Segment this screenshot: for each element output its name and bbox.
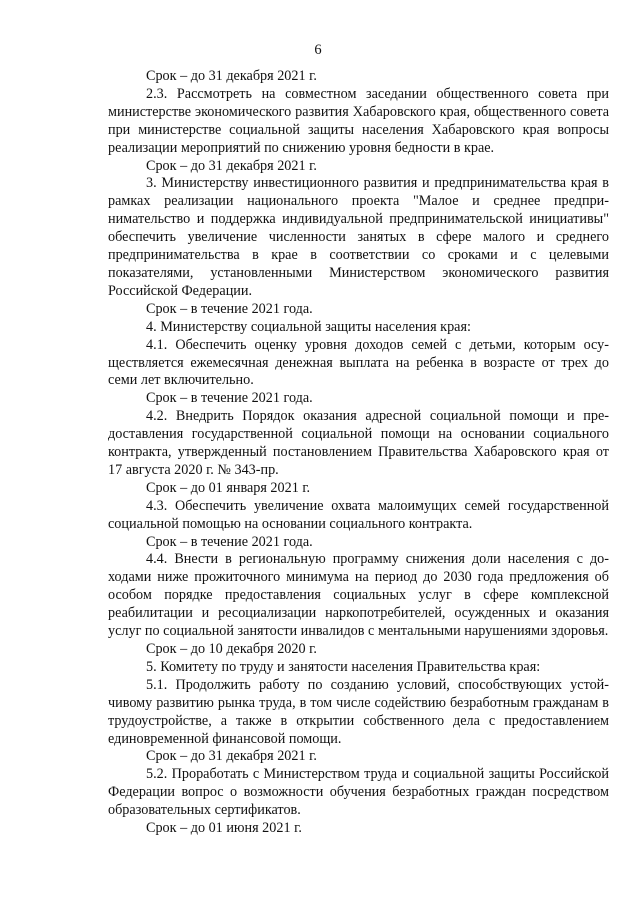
clause-paragraph: 4.2. Внедрить Порядок оказания адресной социальной помощи и предоставления государственной социальной помощи на основании социального контракта, утвержденный постановлением Правительства Хабаровского края от 17 августа 2020 г. № 343-пр. xyxy=(108,408,609,478)
clause-paragraph: 4. Министерству социальной защиты населения края: xyxy=(146,318,471,335)
deadline-paragraph: Срок – до 31 декабря 2021 г. xyxy=(146,748,317,765)
deadline-paragraph: Срок – до 10 декабря 2020 г. xyxy=(146,641,317,657)
deadline-paragraph: Срок – в течение 2021 года. xyxy=(146,300,313,317)
clause-paragraph: 3. Министерству инвестиционного развития и предпринимательства края в рамках реализации национального проекта "Малое и среднее предпринимательство и поддержка индивидуальной предпринимательской инициативы" обеспечить увеличение численности занятых в сфере малого и среднего предпринимательства в крае в соответствии со сроками и с целевыми показателями, установленными Министерством экономического развития Российской Федерации. xyxy=(108,175,609,299)
deadline-paragraph: Срок – до 31 декабря 2021 г. xyxy=(146,157,317,174)
clause-paragraph: 4.4. Внести в региональную программу снижения доли населения с доходами ниже прожиточного минимума на период до 2030 года предложения об особом порядке предоставления социальных услуг в сфере комплексной реабилитации и ресоциализации наркопотребителей, осужденных и оказания услуг по социальной занятости инвалидов с ментальными нарушениями здоровья. xyxy=(108,551,609,640)
clause-paragraph: 5.2. Проработать с Министерством труда и социальной защиты Российской Федерации вопрос о возможности обучения безработных граждан посредством образовательных сертификатов. xyxy=(108,766,609,819)
deadline-paragraph: Срок – до 31 декабря 2021 г. xyxy=(146,68,317,84)
deadline-paragraph: Срок – в течение 2021 года. xyxy=(146,533,313,550)
clause-paragraph: 4.3. Обеспечить увеличение охвата малоимущих семей государственной социальной помощью на основании социального контракта. xyxy=(108,497,609,532)
clause-paragraph: 4.1. Обеспечить оценку уровня доходов семей с детьми, которым осуществляется ежемесячная денежная выплата на ребенка в возрасте от трех до семи лет включительно. xyxy=(108,336,609,389)
deadline-paragraph: Срок – до 01 июня 2021 г. xyxy=(146,820,302,837)
page-number: 6 xyxy=(314,42,322,58)
clause-paragraph: 2.3. Рассмотреть на совместном заседании общественного совета при министерстве экономического развития Хабаровского края, общественного совета при министерстве социальной защиты населения Хабаровского края вопросы реализации мероприятий по снижению уровня бедности в крае. xyxy=(108,85,609,156)
clause-paragraph: 5.1. Продолжить работу по созданию условий, способствующих устойчивому развитию рынка труда, в том числе содействию безработным гражданам в трудоустройстве, а также в открытии собственного дела с предоставлением единовременной финансовой помощи. xyxy=(108,676,609,747)
document-body xyxy=(108,68,609,838)
deadline-paragraph: Срок – в течение 2021 года. xyxy=(146,390,313,407)
clause-paragraph: 5. Комитету по труду и занятости населения Правительства края: xyxy=(146,658,541,675)
deadline-paragraph: Срок – до 01 января 2021 г. xyxy=(146,479,311,496)
